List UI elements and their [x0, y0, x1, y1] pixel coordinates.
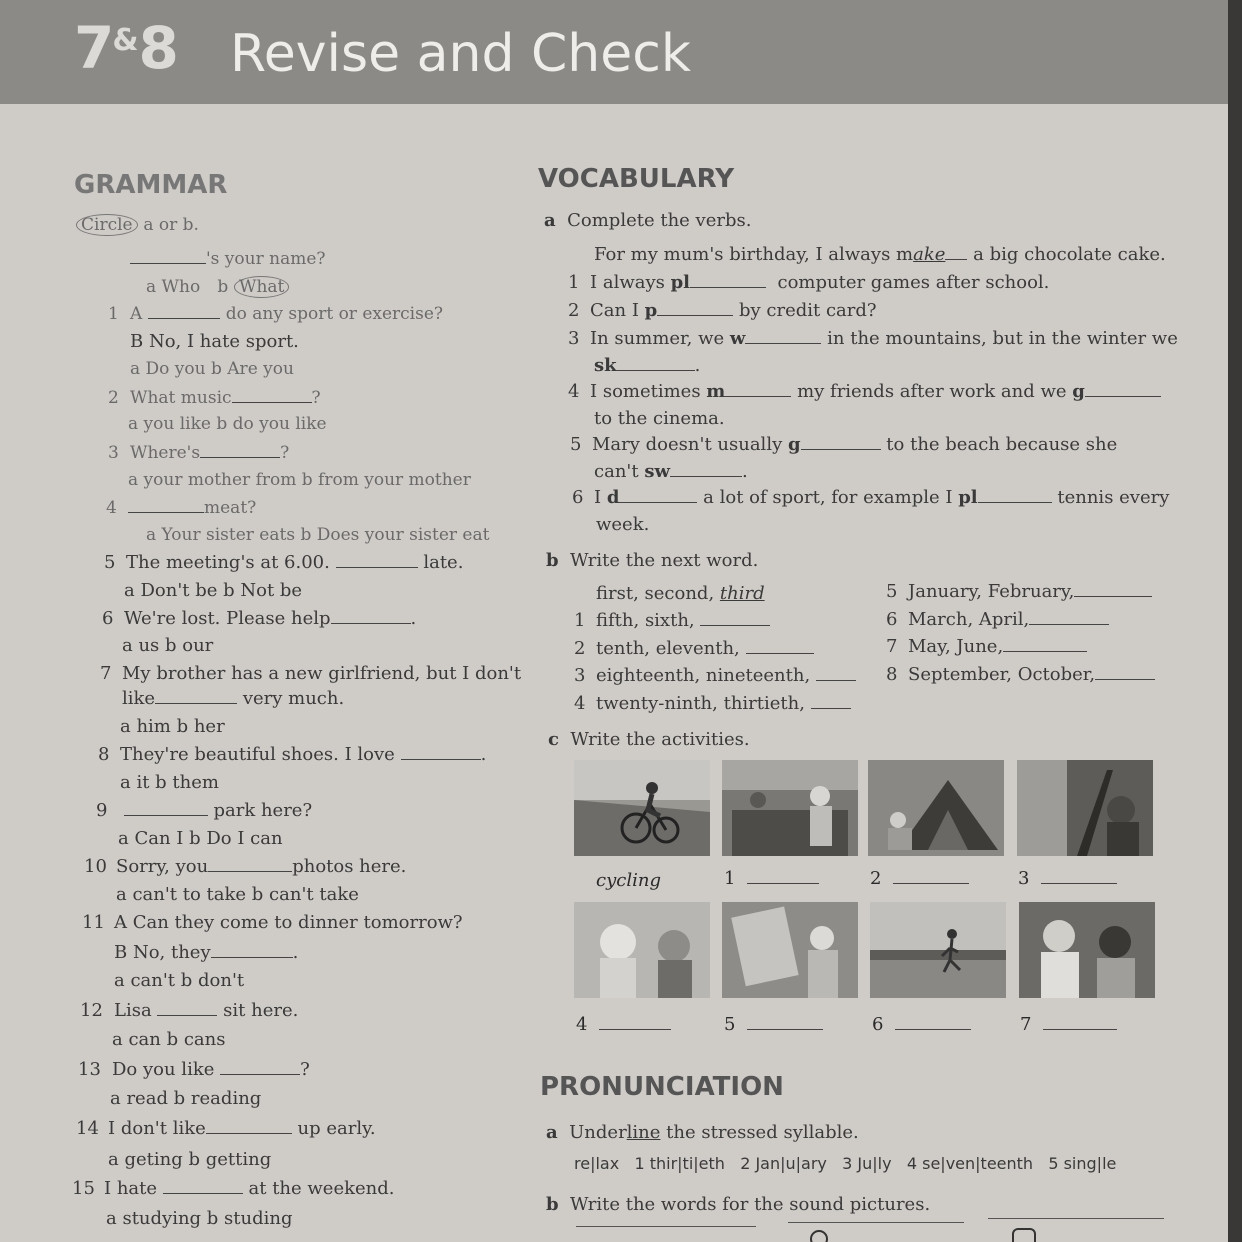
grammar-item-15-options: a studying b studing — [106, 1208, 293, 1229]
vocab-a-instruction: a Complete the verbs. — [544, 210, 752, 231]
photo-activity-7 — [1019, 902, 1155, 998]
vocabulary-heading: VOCABULARY — [538, 164, 735, 194]
vocab-a-item-2: 2 Can I p by credit card? — [568, 300, 877, 321]
pron-b-instruction: b Write the words for the sound pictures. — [546, 1194, 931, 1215]
caption-7: 7 — [1020, 1014, 1117, 1035]
sound-picture-2-icon — [1012, 1228, 1036, 1242]
vocab-a-item-5-line2: can't sw . — [594, 461, 748, 482]
grammar-item-9-options: a Can I b Do I can — [118, 828, 283, 849]
grammar-item-14: 14 I don't like up early. — [76, 1118, 376, 1139]
caption-1: 1 — [724, 868, 819, 889]
vocab-a-item-3: 3 In summer, we w in the mountains, but in the winter we — [568, 328, 1178, 349]
vocab-a-example: For my mum's birthday, I always make a big chocolate cake. — [594, 244, 1166, 265]
grammar-item-7: 7 My brother has a new girlfriend, but I don't — [100, 663, 522, 684]
vocab-b-item-2: 2 tenth, eleventh, — [574, 638, 814, 659]
grammar-item-11: 11 A Can they come to dinner tomorrow? — [82, 912, 463, 933]
grammar-item-10-options: a can't to take b can't take — [116, 884, 359, 905]
caption-4: 4 — [576, 1014, 671, 1035]
pron-word-2: 2 Jan|u|ary — [740, 1154, 827, 1173]
vocab-b-item-1: 1 fifth, sixth, — [574, 610, 770, 631]
grammar-item-11-line2: B No, they . — [114, 942, 299, 963]
vocab-b-item-7: 7 May, June, — [886, 636, 1087, 657]
vocab-c-instruction: c Write the activities. — [548, 729, 750, 750]
grammar-item-2: 2 What music ? — [108, 388, 321, 408]
grammar-item-11-options: a can't b don't — [114, 970, 245, 991]
grammar-item-13: 13 Do you like ? — [78, 1059, 310, 1080]
photo-activity-4 — [574, 902, 710, 998]
grammar-item-6: 6 We're lost. Please help . — [102, 608, 417, 629]
grammar-item-2-options: a you like b do you like — [128, 414, 327, 434]
grammar-item-9: 9 park here? — [96, 800, 313, 821]
vocab-a-item-1: 1 I always pl computer games after school. — [568, 272, 1050, 293]
unit-number: 7&8 — [74, 14, 177, 82]
grammar-item-1-options: a Do you b Are you — [130, 359, 294, 379]
vocab-a-item-4: 4 I sometimes m my friends after work and we g — [568, 381, 1161, 402]
grammar-item-4: 4 meat? — [106, 498, 257, 518]
vocab-b-item-8: 8 September, October, — [886, 664, 1155, 685]
grammar-item-8-options: a it b them — [120, 772, 219, 793]
photo-activity-6 — [870, 902, 1006, 998]
grammar-heading: GRAMMAR — [74, 170, 228, 200]
vocab-a-item-5: 5 Mary doesn't usually g to the beach because she — [570, 434, 1118, 455]
caption-5: 5 — [724, 1014, 823, 1035]
photo-activity-5 — [722, 902, 858, 998]
caption-3: 3 — [1018, 868, 1117, 889]
vocab-b-example: first, second, third — [596, 583, 765, 604]
pron-a-instruction: a Underline the stressed syllable. — [546, 1122, 859, 1143]
photo-activity-3 — [1017, 760, 1153, 856]
vocab-a-item-3-line2: sk . — [594, 355, 701, 376]
header-banner — [0, 0, 1228, 104]
pron-b-line-3 — [988, 1218, 1164, 1219]
grammar-item-3-options: a your mother from b from your mother — [128, 470, 471, 490]
grammar-item-5: 5 The meeting's at 6.00. late. — [104, 552, 464, 573]
grammar-item-12: 12 Lisa sit here. — [80, 1000, 299, 1021]
pronunciation-heading: PRONUNCIATION — [540, 1072, 784, 1102]
vocab-b-item-5: 5 January, February, — [886, 581, 1152, 602]
pron-a-words — [574, 1154, 1116, 1173]
photo-activity-2 — [868, 760, 1004, 856]
pron-b-line-2 — [788, 1222, 964, 1223]
grammar-item-14-options: a geting b getting — [108, 1149, 272, 1170]
grammar-item-12-options: a can b cans — [112, 1029, 226, 1050]
grammar-instruction: Circle a or b. — [76, 214, 199, 235]
vocab-a-item-6: 6 I d a lot of sport, for example I pl tennis every — [572, 487, 1170, 508]
pron-word-3: 3 Ju|ly — [842, 1154, 892, 1173]
grammar-item-8: 8 They're beautiful shoes. I love . — [98, 744, 487, 765]
grammar-item-3: 3 Where's ? — [108, 443, 290, 463]
caption-cycling: cycling — [596, 870, 661, 891]
vocab-b-item-6: 6 March, April, — [886, 609, 1109, 630]
vocab-a-item-4-line2: to the cinema. — [594, 408, 725, 429]
grammar-example: 's your name? — [130, 248, 326, 269]
vocab-b-instruction: b Write the next word. — [546, 550, 759, 571]
photo-activity-1 — [722, 760, 858, 856]
grammar-item-13-options: a read b reading — [110, 1088, 262, 1109]
pron-word-relax: re|lax — [574, 1154, 620, 1173]
page-title: Revise and Check — [230, 24, 691, 84]
grammar-item-4-options: a Your sister eats b Does your sister eat — [146, 525, 490, 545]
grammar-item-1-b: B No, I hate sport. — [130, 331, 299, 352]
grammar-item-7-line2: like very much. — [122, 688, 345, 709]
pron-word-1: 1 thir|ti|eth — [634, 1154, 725, 1173]
vocab-b-item-4: 4 twenty-ninth, thirtieth, — [574, 693, 851, 714]
vocab-b-item-3: 3 eighteenth, nineteenth, — [574, 665, 856, 686]
pron-b-line-1 — [576, 1226, 756, 1227]
grammar-item-10: 10 Sorry, you photos here. — [84, 856, 407, 877]
sound-picture-icon — [810, 1230, 828, 1242]
grammar-item-7-options: a him b her — [120, 716, 225, 737]
pron-word-5: 5 sing|le — [1048, 1154, 1117, 1173]
grammar-item-6-options: a us b our — [122, 635, 214, 656]
grammar-example-options: a Who b What — [146, 276, 289, 297]
vocab-a-item-6-line2: week. — [596, 514, 650, 535]
photo-cycling — [574, 760, 710, 856]
grammar-item-15: 15 I hate at the weekend. — [72, 1178, 395, 1199]
caption-6: 6 — [872, 1014, 971, 1035]
pron-word-4: 4 se|ven|teenth — [906, 1154, 1034, 1173]
grammar-item-5-options: a Don't be b Not be — [124, 580, 303, 601]
grammar-item-1: 1 A do any sport or exercise? — [108, 304, 444, 324]
caption-2: 2 — [870, 868, 969, 889]
